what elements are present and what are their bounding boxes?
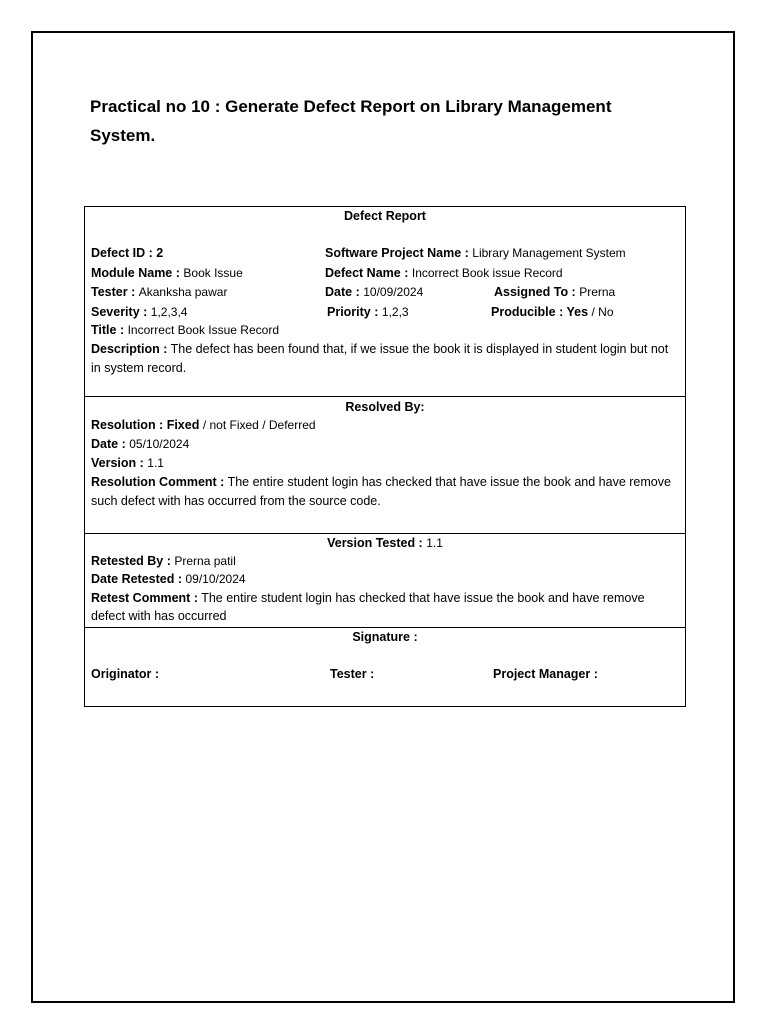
title-label: Title : <box>91 323 125 337</box>
defect-id: Defect ID : 2 <box>91 246 164 260</box>
retest-section <box>85 533 685 627</box>
defect-report-table <box>84 206 686 707</box>
defect-name-label: Defect Name : <box>325 266 409 280</box>
version-value: 1.1 <box>147 456 164 470</box>
priority-row <box>327 303 409 322</box>
module-name-value: Book Issue <box>183 266 243 280</box>
tester-label: Tester : <box>91 285 136 299</box>
version-label: Version : <box>91 456 144 470</box>
date-retested-label: Date Retested : <box>91 572 182 586</box>
module-name-row <box>91 264 243 283</box>
resolution-comment-value: The entire student login has checked that have issue the book and have remove such defect with has occurred from the source code. <box>91 475 671 508</box>
project-name-value: Library Management System <box>472 246 626 260</box>
description-value: The defect has been found that, if we issue the book it is displayed in student login but not in system record. <box>91 342 669 375</box>
description-label: Description : <box>91 342 168 356</box>
date-retested-row <box>91 570 246 589</box>
assigned-to-row <box>494 283 615 302</box>
resolution-date-row <box>91 435 189 454</box>
project-manager-label: Project Manager : <box>493 667 598 681</box>
date-retested-value: 09/10/2024 <box>185 572 246 586</box>
version-tested-label: Version Tested : <box>327 536 423 550</box>
defect-details-section <box>85 207 685 396</box>
project-name-label: Software Project Name : <box>325 246 469 260</box>
resolution-date-value: 05/10/2024 <box>129 437 190 451</box>
assigned-to-value: Prerna <box>579 285 616 299</box>
signature-section <box>85 627 685 706</box>
title-value: Incorrect Book Issue Record <box>127 323 279 337</box>
signature-heading: Signature : <box>352 630 418 644</box>
title-row <box>91 321 279 340</box>
producible-value: / No <box>591 305 614 319</box>
resolution-value: / not Fixed / Deferred <box>202 418 316 432</box>
resolution-date-label: Date : <box>91 437 126 451</box>
resolution-row <box>91 416 316 435</box>
severity-label: Severity : <box>91 305 148 319</box>
producible-label: Producible : Yes <box>491 305 589 319</box>
version-tested-value: 1.1 <box>426 536 443 550</box>
originator-label: Originator : <box>91 667 160 681</box>
retest-comment-block <box>91 589 661 625</box>
resolved-by-heading: Resolved By: <box>345 400 425 414</box>
module-name-label: Module Name : <box>91 266 180 280</box>
project-name-row <box>325 244 626 263</box>
defect-name-value: Incorrect Book issue Record <box>411 266 563 280</box>
version-row <box>91 454 164 473</box>
severity-row <box>91 303 187 322</box>
resolution-label: Resolution : Fixed <box>91 418 200 432</box>
report-date-label: Date : <box>325 285 360 299</box>
defect-name-row <box>325 264 563 283</box>
resolution-section <box>85 396 685 533</box>
retest-comment-label: Retest Comment : <box>91 591 198 605</box>
producible-row <box>491 303 614 322</box>
document-title: Practical no 10 : Generate Defect Report on Library Management System. <box>90 97 612 145</box>
description-block <box>91 340 671 378</box>
severity-value: 1,2,3,4 <box>150 305 188 319</box>
resolution-comment-label: Resolution Comment : <box>91 475 225 489</box>
resolution-comment-block <box>91 473 681 511</box>
assigned-to-label: Assigned To : <box>494 285 576 299</box>
retested-by-value: Prerna patil <box>174 554 236 568</box>
tester-row <box>91 283 227 302</box>
report-date-row <box>325 283 423 302</box>
tester-value: Akanksha pawar <box>138 285 228 299</box>
retest-comment-value: The entire student login has checked that have issue the book and have remove defect with has occurred <box>91 591 645 623</box>
version-tested-row <box>85 534 685 553</box>
retested-by-row <box>91 552 236 571</box>
report-heading: Defect Report <box>344 209 426 223</box>
report-date-value: 10/09/2024 <box>363 285 424 299</box>
retested-by-label: Retested By : <box>91 554 171 568</box>
signature-tester-label: Tester : <box>330 667 375 681</box>
priority-value: 1,2,3 <box>381 305 409 319</box>
priority-label: Priority : <box>327 305 379 319</box>
